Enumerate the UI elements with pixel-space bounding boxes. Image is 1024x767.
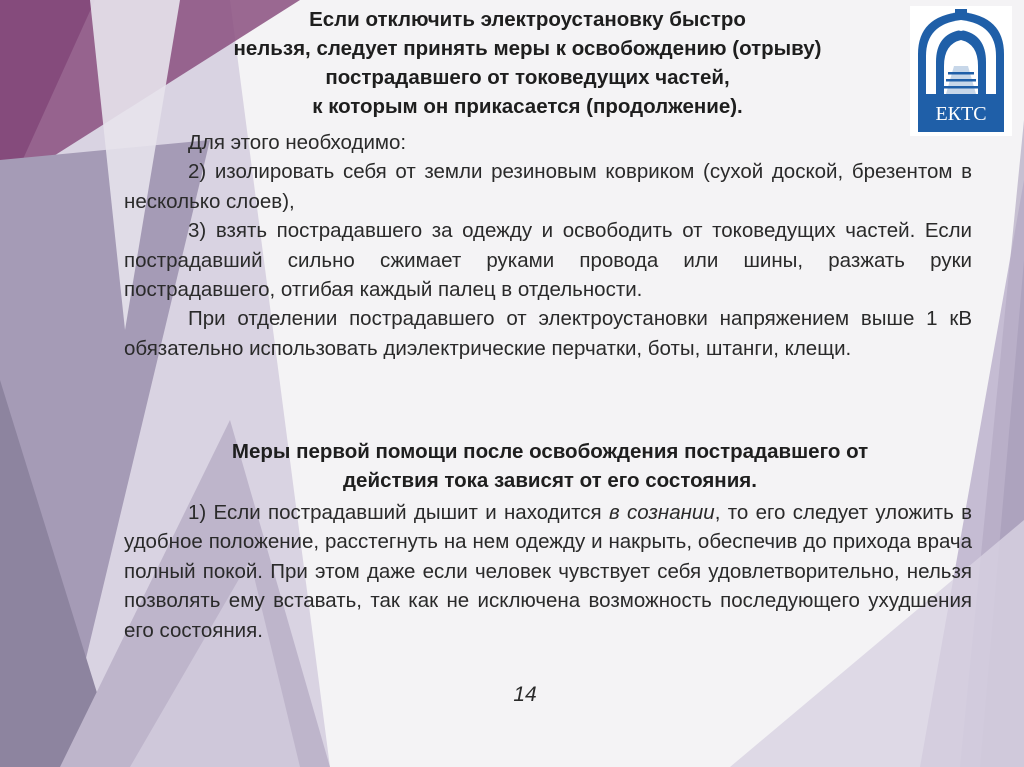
paragraph: 3) взять пострадавшего за одежду и освободить от токоведущих частей. Если пострадавший сильно сжимает руками провода или шины, разжать руки пострадавшего, отгибая каждый палец в отдельности. — [124, 219, 972, 302]
heading-line: нельзя, следует принять меры к освобождению (отрыву) — [233, 37, 822, 60]
college-logo — [910, 6, 1012, 136]
heading-line: действия тока зависят от его состояния. — [343, 469, 757, 492]
heading-line: Если отключить электроустановку быстро — [309, 8, 746, 31]
heading-line: Меры первой помощи после освобождения пострадавшего от — [231, 440, 869, 463]
text-run: , то его следует уложить в удобное положение, расстегнуть на нем одежду и накрыть, обеспечив до прихода врача полный покой. При этом даже если человек чувствует себя удовлетворительно, нельзя позволять ему вставать, так как не исключена возможность последующего ухудшения его состояния. — [124, 501, 972, 642]
heading-line: пострадавшего от токоведущих частей, — [325, 66, 730, 89]
logo-emblem-icon — [910, 6, 1012, 136]
instructions-block — [124, 128, 972, 363]
paragraph: Для этого необходимо: — [188, 131, 407, 154]
text-run: 1) Если пострадавший дышит и находится — [188, 501, 609, 524]
first-aid-block — [124, 498, 972, 645]
emphasis-text: в сознании — [608, 501, 715, 524]
paragraph: При отделении пострадавшего от электроустановки напряжением выше 1 кВ обязательно использовать диэлектрические перчатки, боты, штанги, клещи. — [124, 307, 972, 360]
logo-text: ЕКТС — [935, 103, 987, 125]
paragraph — [124, 498, 972, 645]
section-heading — [120, 437, 980, 495]
page-number: 14 — [513, 683, 537, 706]
heading-line: к которым он прикасается (продолжение). — [312, 95, 743, 118]
slide-heading — [150, 5, 905, 121]
paragraph: 2) изолировать себя от земли резиновым ковриком (сухой доской, брезентом в несколько слоев), — [124, 160, 972, 213]
